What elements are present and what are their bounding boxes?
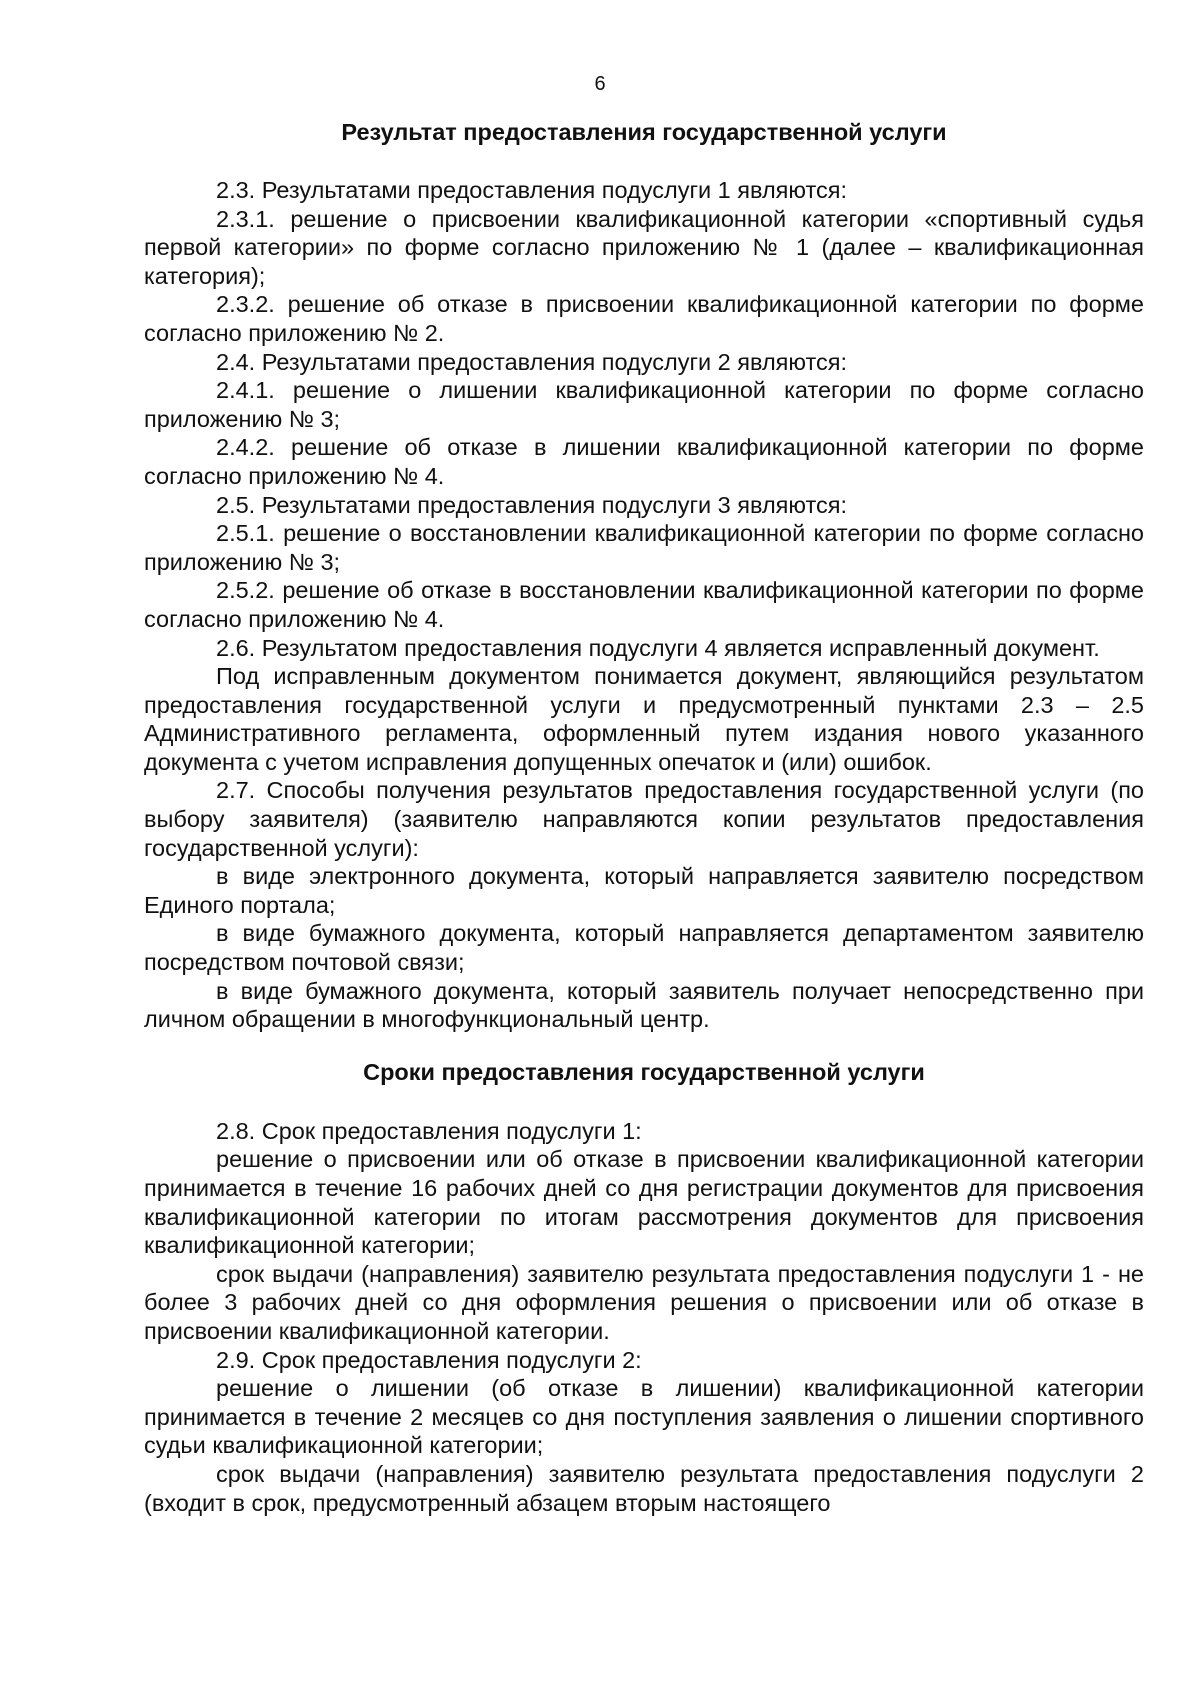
paragraph: в виде бумажного документа, который заявитель получает непосредственно при личном обращении в многофункциональный центр. — [144, 977, 1144, 1033]
paragraph: решение о присвоении или об отказе в присвоении квалификационной категории принимается в течение 16 рабочих дней со дня регистрации документов для присвоения квалификационной категории по итогам рассмотрения документов для присвоения квалификационной категории; — [144, 1146, 1144, 1259]
paragraph: 2.4.2. решение об отказе в лишении квалификационной категории по форме согласно приложению № 4. — [144, 434, 1144, 489]
paragraph: срок выдачи (направления) заявителю результата предоставления подуслуги 1 - не более 3 рабочих дней со дня оформления решения о присвоении или об отказе в присвоении квалификационной категории. — [144, 1260, 1144, 1344]
paragraph: Под исправленным документом понимается документ, являющийся результатом предоставления государственной услуги и предусмотренный пунктами 2.3 – 2.5 Административного регламента, оформленный путем издания нового указанного документа с учетом исправления допущенных опечаток и (или) ошибок. — [144, 663, 1144, 775]
paragraph: в виде бумажного документа, который направляется департаментом заявителю посредством почтовой связи; — [144, 920, 1144, 976]
paragraph: 2.3. Результатами предоставления подуслуги 1 являются: — [216, 177, 847, 203]
paragraph: 2.3.2. решение об отказе в присвоении квалификационной категории по форме согласно приложению № 2. — [144, 291, 1144, 346]
paragraph: 2.7. Способы получения результатов предоставления государственной услуги (по выбору заявителя) (заявителю направляются копии результатов предоставления государственной услуги): — [144, 777, 1144, 861]
paragraph: в виде электронного документа, который направляется заявителю посредством Единого портала; — [144, 863, 1144, 918]
paragraph: 2.8. Срок предоставления подуслуги 1: — [216, 1117, 642, 1144]
paragraph: 2.6. Результатом предоставления подуслуги 4 является исправленный документ. — [216, 634, 1100, 661]
page-number: 6 — [594, 73, 606, 95]
paragraph: решение о лишении (об отказе в лишении) квалификационной категории принимается в течение 2 месяцев со дня поступления заявления о лишении спортивного судьи квалификационной категории; — [144, 1375, 1144, 1459]
section-title-result: Результат предоставления государственной услуги — [341, 119, 947, 145]
paragraph: 2.3.1. решение о присвоении квалификационной категории «спортивный судья первой категории» по форме согласно приложению № 1 (далее – квалификационная категория); — [144, 205, 1144, 289]
paragraph: 2.5.1. решение о восстановлении квалификационной категории по форме согласно приложению № 3; — [144, 520, 1144, 575]
paragraph: 2.5.2. решение об отказе в восстановлении квалификационной категории по форме согласно приложению № 4. — [144, 577, 1144, 632]
paragraph: 2.9. Срок предоставления подуслуги 2: — [216, 1346, 642, 1373]
paragraph: 2.4. Результатами предоставления подуслуги 2 являются: — [216, 348, 847, 375]
paragraph: 2.4.1. решение о лишении квалификационной категории по форме согласно приложению № 3; — [144, 377, 1144, 432]
document-body — [144, 118, 1144, 1517]
paragraph: 2.5. Результатами предоставления подуслуги 3 являются: — [216, 491, 847, 518]
section-terms-body — [144, 1117, 1144, 1517]
section-result-body — [144, 176, 1144, 1034]
paragraph: срок выдачи (направления) заявителю результата предоставления подуслуги 2 (входит в срок, предусмотренный абзацем вторым настоящего — [144, 1460, 1144, 1516]
section-title-terms: Сроки предоставления государственной услуги — [363, 1058, 925, 1085]
